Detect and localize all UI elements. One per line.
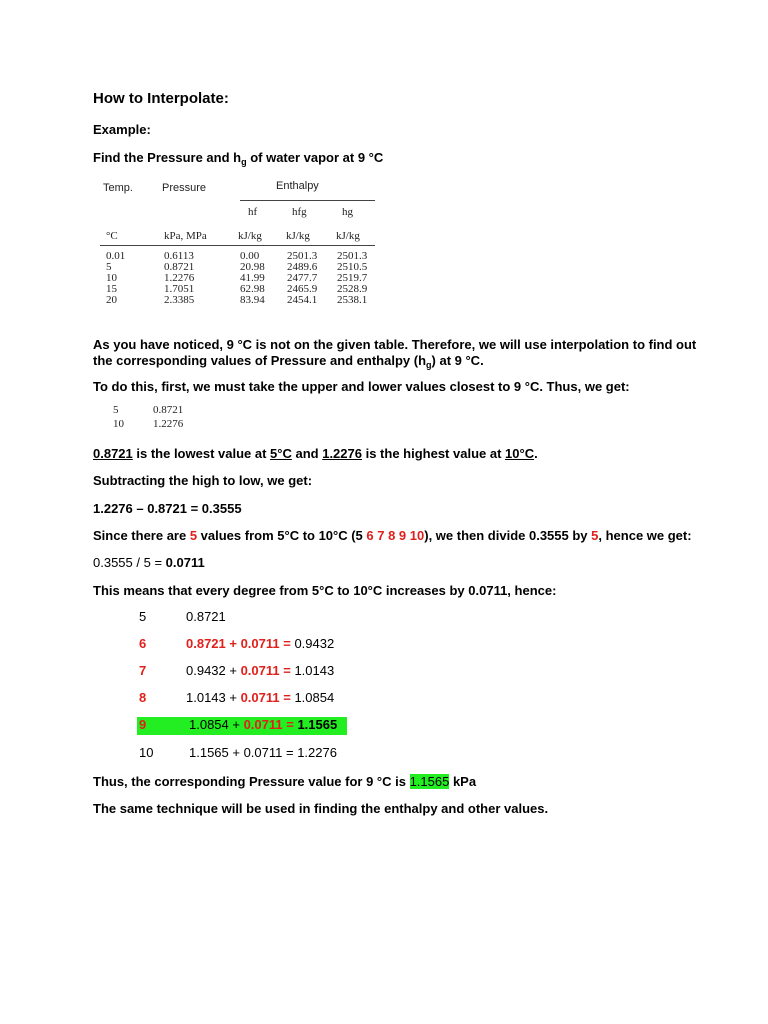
table-cell: 2501.3 [337,250,368,262]
mini-t1: 5 [113,404,119,416]
table-cell: 20.98 [240,261,265,273]
example-label: Example: [93,122,151,137]
step-row: 10 1.1565 + 0.0711 = 1.2276 [139,745,337,760]
header-hg: hg [342,206,353,218]
header-temp: Temp. [103,182,133,194]
table-cell: 2519.7 [337,272,368,284]
step-row: 5 0.8721 [139,609,226,624]
mini-table [113,404,213,434]
table-cell: 0.8721 [164,261,195,273]
para1-line2: the corresponding values of Pressure and enthalpy $(h_g)$ at 9 °C. [93,353,484,370]
table-cell: 1.2276 [164,272,195,284]
unit-hg: kJ/kg [336,230,360,242]
table-cell: 2510.5 [337,261,368,273]
para3: 0.8721 is the lowest value at 5°C and 1.2276 is the highest value at 10°C. [93,446,538,461]
page-title: How to Interpolate: [93,90,229,107]
rule-header [100,245,375,246]
step-row: 8 1.0143 + 0.0711 = 1.0854 [139,690,335,705]
table-cell: 83.94 [240,294,265,306]
unit-hf: kJ/kg [238,230,262,242]
table-cell: 0.00 [240,250,260,262]
table-cell: 15 [106,283,117,295]
table-cell: 2501.3 [287,250,318,262]
table-cell: 0.01 [106,250,126,262]
para1-line1: As you have noticed, 9 °C is not on the given table. Therefore, we will use interpolation to find out [93,337,697,352]
table-cell: 41.99 [240,272,265,284]
table-cell: 2465.9 [287,283,318,295]
table-cell: 0.6113 [164,250,194,262]
rule-enthalpy [240,200,375,201]
table-cell: 2489.6 [287,261,318,273]
table-cell: 2538.1 [337,294,368,306]
para5: Since there are 5 values from 5°C to 10°C (5 6 7 8 9 10), we then divide 0.3555 by 5, hence we get: [93,528,692,543]
para6: This means that every degree from 5°C to 10°C increases by 0.0711, hence: [93,583,557,598]
calc1: 1.2276 – 0.8721 = 0.3555 [93,501,242,516]
table-cell: 2528.9 [337,283,368,295]
para4: Subtracting the high to low, we get: [93,473,313,488]
table-cell: 1.7051 [164,283,195,295]
mini-p2: 1.2276 [153,418,184,430]
step-row: 7 0.9432 + 0.0711 = 1.0143 [139,663,335,678]
table-cell: 5 [106,261,112,273]
closing-line: The same technique will be used in finding the enthalpy and other values. [93,801,549,816]
table-cell: 20 [106,294,117,306]
para2: To do this, first, we must take the upper and lower values closest to 9 °C. Thus, we get: [93,379,630,394]
table-cell: 62.98 [240,283,265,295]
question-text: Find the Pressure and $h_g$ of water vapor at 9 °C [93,150,384,167]
header-hf: hf [248,206,258,218]
mini-t2: 10 [113,418,124,430]
table-cell: 2454.1 [287,294,318,306]
table-cell: 10 [106,272,117,284]
conclusion: Thus, the corresponding Pressure value for 9 °C is 1.1565 kPa [93,774,477,789]
unit-hfg: kJ/kg [286,230,310,242]
header-hfg: hfg [292,206,307,218]
step-row: 6 0.8721 + 0.0711 = 0.9432 [139,636,335,651]
steam-table [100,178,380,318]
header-pressure: Pressure [162,182,207,194]
mini-p1: 0.8721 [153,404,184,416]
unit-pressure: kPa, MPa [164,230,207,242]
table-cell: 2477.7 [287,272,318,284]
unit-temp: °C [106,230,118,242]
step-row-highlighted: 9 1.0854 + 0.0711 = 1.1565 [0,717,768,735]
table-cell: 2.3385 [164,294,195,306]
calc2: 0.3555 / 5 = 0.0711 [93,555,205,570]
header-enthalpy: Enthalpy [276,180,319,192]
